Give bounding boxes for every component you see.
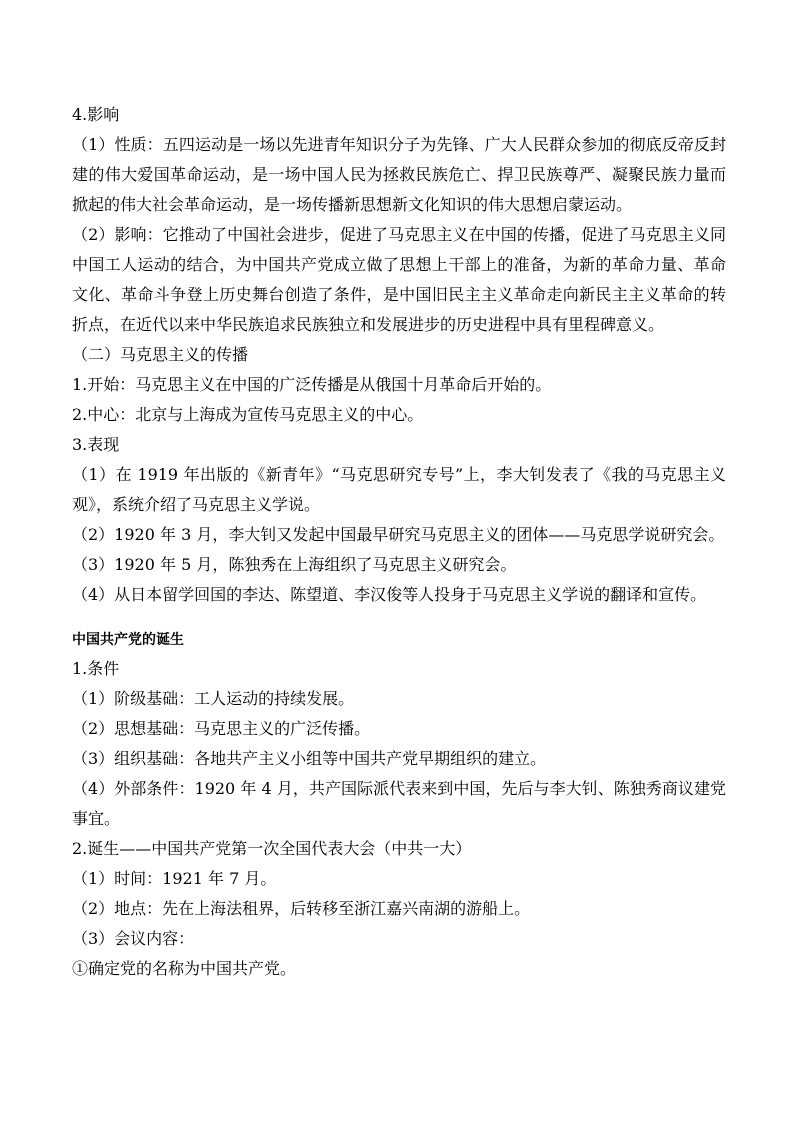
marxism-item-2: （2）1920 年 3 月，李大钊又发起中国最早研究马克思主义的团体——马克思学说研究会。 xyxy=(72,525,725,544)
party-birth-heading: 2.诞生——中国共产党第一次全国代表大会（中共一大） xyxy=(72,839,472,858)
party-condition-2: （2）思想基础：马克思主义的广泛传播。 xyxy=(72,719,371,738)
section-gap xyxy=(72,610,726,626)
marxism-item-1: （1）在 1919 年出版的《新青年》“马克思研究专号”上，李大钊发表了《我的马克思主义观》，系统介绍了马克思主义学说。 xyxy=(72,465,726,514)
party-condition-4: （4）外部条件：1920 年 4 月，共产国际派代表来到中国，先后与李大钊、陈独秀商议建党事宜。 xyxy=(72,779,726,828)
party-birth-place: （2）地点：先在上海法租界，后转移至浙江嘉兴南湖的游船上。 xyxy=(72,899,531,918)
marxism-manifest-heading: 3.表现 xyxy=(72,435,120,454)
marxism-item-4: （4）从日本留学回国的李达、陈望道、李汉俊等人投身于马克思主义学说的翻译和宣传。 xyxy=(72,585,707,604)
marxism-start: 1.开始：马克思主义在中国的广泛传播是从俄国十月革命后开始的。 xyxy=(72,375,552,394)
document-page xyxy=(72,100,726,984)
party-condition-1: （1）阶级基础：工人运动的持续发展。 xyxy=(72,689,355,708)
paragraph-impact: （2）影响：它推动了中国社会进步，促进了马克思主义在中国的传播，促进了马克思主义同中国工人运动的结合，为中国共产党成立做了思想上干部上的准备，为新的革命力量、革命文化、革命斗争登上历史舞台创造了条件，是中国旧民主主义革命走向新民主主义革命的转折点，在近代以来中华民族追求民族独立和发展进步的历史进程中具有里程碑意义。 xyxy=(72,225,726,334)
party-birth-content-1: ①确定党的名称为中国共产党。 xyxy=(72,959,297,978)
marxism-item-3: （3）1920 年 5 月，陈独秀在上海组织了马克思主义研究会。 xyxy=(72,555,517,574)
marxism-center: 2.中心：北京与上海成为宣传马克思主义的中心。 xyxy=(72,405,424,424)
section-heading-influence: 4.影响 xyxy=(72,105,120,124)
section-heading-party: 中国共产党的诞生 xyxy=(72,632,184,648)
party-condition-3: （3）组织基础：各地共产主义小组等中国共产党早期组织的建立。 xyxy=(72,749,547,768)
paragraph-nature: （1）性质：五四运动是一场以先进青年知识分子为先锋、广大人民群众参加的彻底反帝反封建的伟大爱国革命运动，是一场中国人民为拯救民族危亡、捍卫民族尊严、凝聚民族力量而掀起的伟大社会革命运动，是一场传播新思想新文化知识的伟大思想启蒙运动。 xyxy=(72,135,726,214)
party-conditions-heading: 1.条件 xyxy=(72,659,120,678)
section-heading-marxism: （二）马克思主义的传播 xyxy=(72,345,249,364)
party-birth-content: （3）会议内容： xyxy=(72,929,195,948)
party-birth-time: （1）时间：1921 年 7 月。 xyxy=(72,869,277,888)
